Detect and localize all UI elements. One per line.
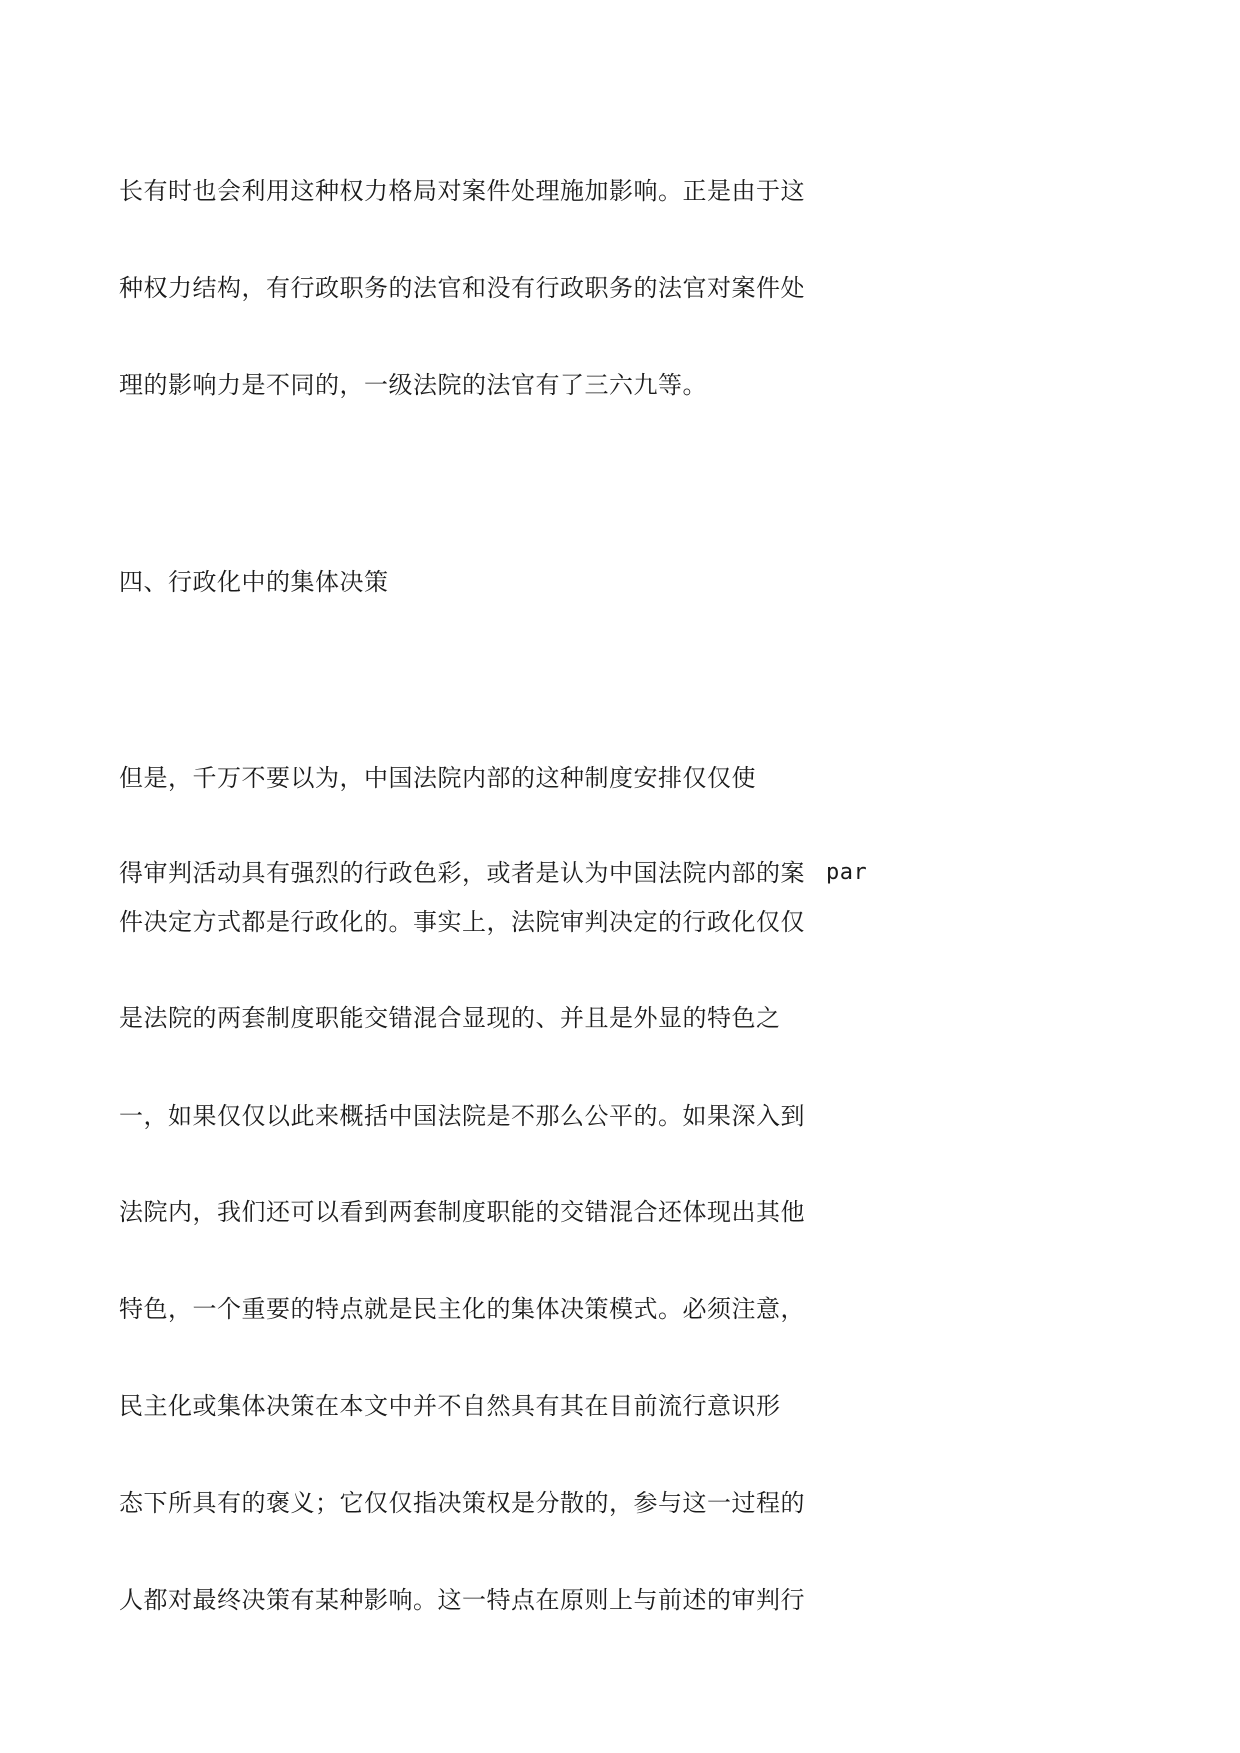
text-line: 一，如果仅仅以此来概括中国法院是不那么公平的。如果深入到 [119,1102,805,1130]
text-line: 特色，一个重要的特点就是民主化的集体决策模式。必须注意， [119,1295,805,1323]
text-line: 理的影响力是不同的，一级法院的法官有了三六九等。 [119,371,707,399]
section-heading: 四、行政化中的集体决策 [119,568,389,596]
text-line: 件决定方式都是行政化的。事实上，法院审判决定的行政化仅仅 [119,908,805,936]
text-line: 人都对最终决策有某种影响。这一特点在原则上与前述的审判行 [119,1586,805,1614]
text-line: 得审判活动具有强烈的行政色彩，或者是认为中国法院内部的案 [119,859,805,887]
text-line: 长有时也会利用这种权力格局对案件处理施加影响。正是由于这 [119,177,805,205]
text-line: 民主化或集体决策在本文中并不自然具有其在目前流行意识形 [119,1392,781,1420]
text-line: 但是，千万不要以为，中国法院内部的这种制度安排仅仅使 [119,764,756,792]
text-line: 是法院的两套制度职能交错混合显现的、并且是外显的特色之 [119,1004,781,1032]
text-line: 种权力结构，有行政职务的法官和没有行政职务的法官对案件处 [119,274,805,302]
text-line: 法院内，我们还可以看到两套制度职能的交错混合还体现出其他 [119,1198,805,1226]
margin-note: par [826,860,868,885]
text-line: 态下所具有的褒义；它仅仅指决策权是分散的，参与这一过程的 [119,1489,805,1517]
